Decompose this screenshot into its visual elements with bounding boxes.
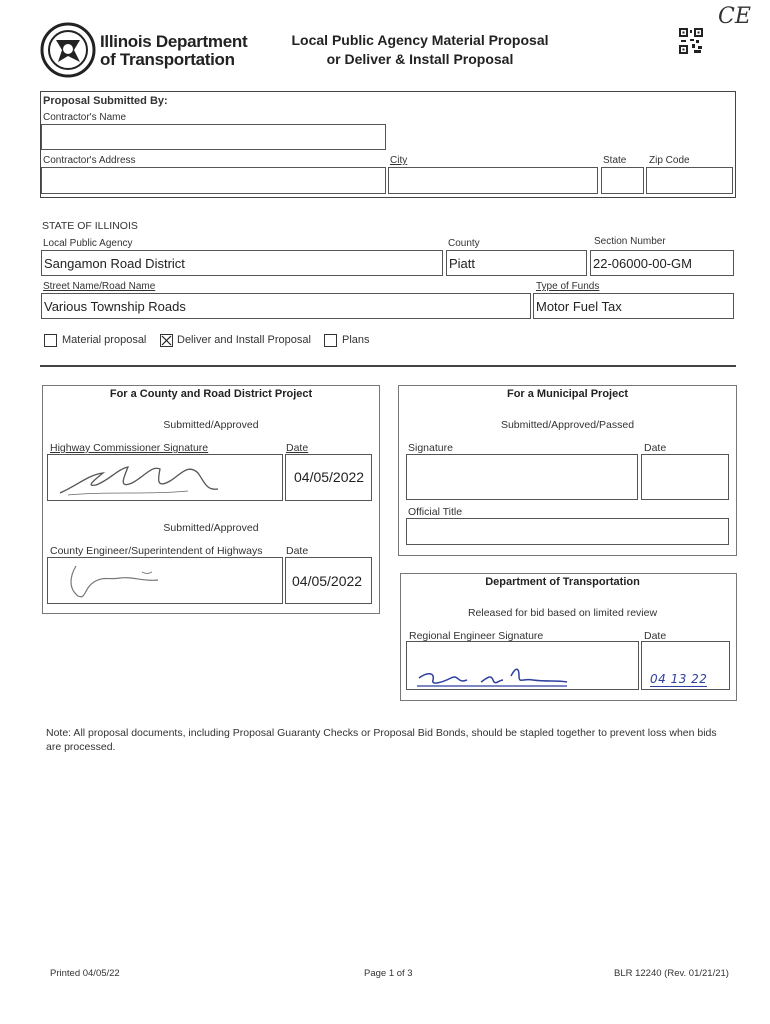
regional-engineer-signature[interactable]: [406, 641, 639, 690]
municipal-panel-heading: For a Municipal Project: [506, 388, 629, 400]
dot-date-field[interactable]: [641, 641, 730, 690]
date1-label: Date: [286, 442, 309, 454]
contractor-address-label: Contractor's Address: [43, 155, 136, 166]
checkbox-material-proposal[interactable]: [44, 334, 57, 347]
checkbox-plans[interactable]: [324, 334, 337, 347]
street-name-field[interactable]: Various Township Roads: [41, 293, 531, 319]
footer-page: Page 1 of 3: [364, 968, 413, 979]
state-label: State: [603, 155, 627, 166]
city-label: City: [390, 155, 408, 166]
idot-logo: [40, 22, 96, 78]
county-label: County: [448, 238, 480, 249]
zip-field[interactable]: [646, 167, 733, 194]
street-name-label: Street Name/Road Name: [43, 281, 156, 292]
plans-label: Plans: [342, 334, 370, 346]
agency-line1: Illinois Department: [100, 32, 248, 51]
agency-line2: of Transportation: [100, 50, 235, 69]
state-field[interactable]: [601, 167, 644, 194]
state-heading: STATE OF ILLINOIS: [42, 220, 138, 232]
county-panel-heading: For a County and Road District Project: [109, 388, 313, 400]
highway-commissioner-signature[interactable]: [47, 454, 283, 501]
regional-engineer-label: Regional Engineer Signature: [409, 630, 544, 642]
section-divider: [40, 365, 736, 367]
form-title-line1: Local Public Agency Material Proposal: [291, 32, 549, 48]
contractor-name-field[interactable]: [41, 124, 386, 150]
checkmark-x-icon: [161, 335, 172, 346]
county-engineer-label: County Engineer/Superintendent of Highways: [50, 545, 263, 557]
municipal-date-label: Date: [644, 442, 667, 454]
form-title: [270, 31, 570, 69]
county-submitted-2: Submitted/Approved: [163, 522, 259, 534]
agency-name: [100, 33, 247, 69]
signature-scribble: [48, 558, 284, 605]
submitted-by-heading: Proposal Submitted By:: [43, 95, 168, 107]
contractor-address-field[interactable]: [41, 167, 386, 194]
type-of-funds-label: Type of Funds: [536, 281, 600, 292]
date2-field[interactable]: 04/05/2022: [285, 557, 372, 604]
footer-printed: Printed 04/05/22: [50, 968, 120, 979]
zip-label: Zip Code: [649, 155, 690, 166]
signature-scribble: [48, 455, 284, 502]
dot-date-label: Date: [644, 630, 667, 642]
deliver-install-label: Deliver and Install Proposal: [177, 334, 311, 346]
checkbox-deliver-install[interactable]: [160, 334, 173, 347]
municipal-date-field[interactable]: [641, 454, 729, 500]
dot-panel-heading: Department of Transportation: [485, 576, 640, 588]
date1-field[interactable]: 04/05/2022: [285, 454, 372, 501]
footer-form-id: BLR 12240 (Rev. 01/21/21): [614, 968, 729, 979]
municipal-signature-label: Signature: [408, 442, 453, 454]
dot-released-text: Released for bid based on limited review: [467, 607, 658, 619]
note-text: Note: All proposal documents, including Proposal Guaranty Checks or Proposal Bid Bonds, should be stapled together to prevent loss when bids are processed.: [46, 727, 717, 753]
municipal-submitted: Submitted/Approved/Passed: [500, 419, 635, 431]
contractor-name-label: Contractor's Name: [43, 112, 127, 123]
form-title-line2: or Deliver & Install Proposal: [326, 51, 514, 67]
city-field[interactable]: [388, 167, 598, 194]
type-of-funds-field[interactable]: Motor Fuel Tax: [533, 293, 734, 319]
section-number-label: Section Number: [594, 236, 666, 247]
highway-commissioner-label: Highway Commissioner Signature: [50, 442, 209, 454]
handwritten-mark: CE: [718, 4, 751, 29]
dot-date-value: 04 13 22: [650, 672, 708, 686]
official-title-field[interactable]: [406, 518, 729, 545]
county-engineer-signature[interactable]: [47, 557, 283, 604]
section-number-field[interactable]: 22-06000-00-GM: [590, 250, 734, 276]
qr-code-icon: [679, 28, 703, 54]
date2-label: Date: [286, 545, 309, 557]
lpa-field[interactable]: Sangamon Road District: [41, 250, 443, 276]
official-title-label: Official Title: [408, 506, 463, 518]
municipal-signature-field[interactable]: [406, 454, 638, 500]
material-proposal-label: Material proposal: [62, 334, 147, 346]
lpa-label: Local Public Agency: [43, 238, 133, 249]
signature-scribble: [407, 642, 640, 691]
county-field[interactable]: Piatt: [446, 250, 587, 276]
county-submitted-1: Submitted/Approved: [163, 419, 259, 431]
